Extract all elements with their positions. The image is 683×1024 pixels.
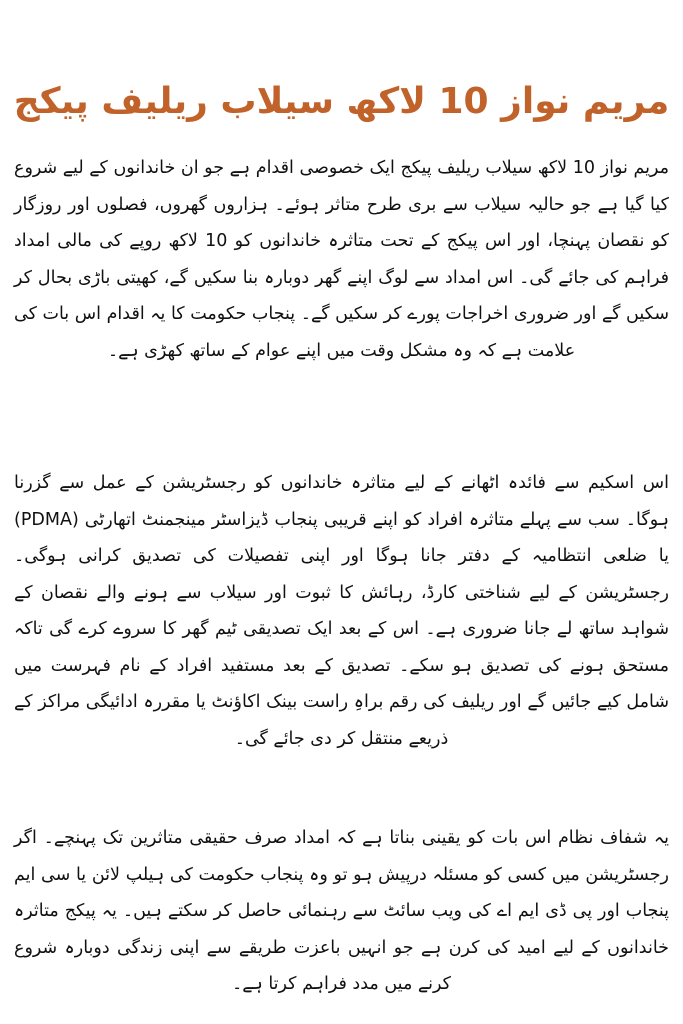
paragraph-intro: مریم نواز 10 لاکھ سیلاب ریلیف پیکج ایک خصوصی اقدام ہے جو ان خاندانوں کے لیے شروع کیا گیا ہے جو حالیہ سیلاب سے بری طرح متاثر ہوئے۔ ہزاروں گھروں، فصلوں اور روزگار کو نقصان پہنچا، اور اس پیکج کے تحت متاثرہ خاندانوں کو 10 لاکھ روپے کی مالی امداد فراہم کی جائے گی۔ اس امداد سے لوگ اپنے گھر دوبارہ بنا سکیں گے، کھیتی باڑی بحال کر سکیں گے اور ضروری اخراجات پورے کر سکیں گے۔ پنجاب حکومت کا یہ اقدام اس بات کی علامت ہے کہ وہ مشکل وقت میں اپنے عوام کے ساتھ کھڑی ہے۔ — [14, 158, 669, 361]
paragraph-registration: اس اسکیم سے فائدہ اٹھانے کے لیے متاثرہ خاندانوں کو رجسٹریشن کے عمل سے گزرنا ہوگا۔ سب سے پہلے متاثرہ افراد کو اپنے قریبی پنجاب ڈیزاسٹر مینجمنٹ اتھارٹی (PDMA) یا ضلعی انتظامیہ کے دفتر جانا ہوگا اور اپنی تفصیلات کی تصدیق کرانی ہوگی۔ رجسٹریشن کے لیے شناختی کارڈ، رہائش کا ثبوت اور سیلاب سے ہونے والے نقصان کے شواہد ساتھ لے جانا ضروری ہے۔ اس کے بعد ایک تصدیقی ٹیم گھر کا سروے کرے گی تاکہ مستحق ہونے کی تصدیق ہو سکے۔ تصدیق کے بعد مستفید افراد کے نام فہرست میں شامل کیے جائیں گے اور ریلیف کی رقم براہِ راست بینک اکاؤنٹ یا مقررہ ادائیگی مراکز کے ذریعے منتقل کر دی جائے گی۔ — [14, 473, 669, 749]
paragraph-transparency: یہ شفاف نظام اس بات کو یقینی بناتا ہے کہ امداد صرف حقیقی متاثرین تک پہنچے۔ اگر رجسٹریشن میں کسی کو مسئلہ درپیش ہو تو وہ پنجاب حکومت کی ہیلپ لائن یا سی ایم پنجاب اور پی ڈی ایم اے کی ویب سائٹ سے رہنمائی حاصل کر سکتے ہیں۔ یہ پیکج متاثرہ خاندانوں کے لیے امید کی کرن ہے جو انہیں باعزت طریقے سے اپنی زندگی دوبارہ شروع کرنے میں مدد فراہم کرتا ہے۔ — [14, 828, 669, 994]
page-title: مریم نواز 10 لاکھ سیلاب ریلیف پیکج — [13, 81, 670, 123]
